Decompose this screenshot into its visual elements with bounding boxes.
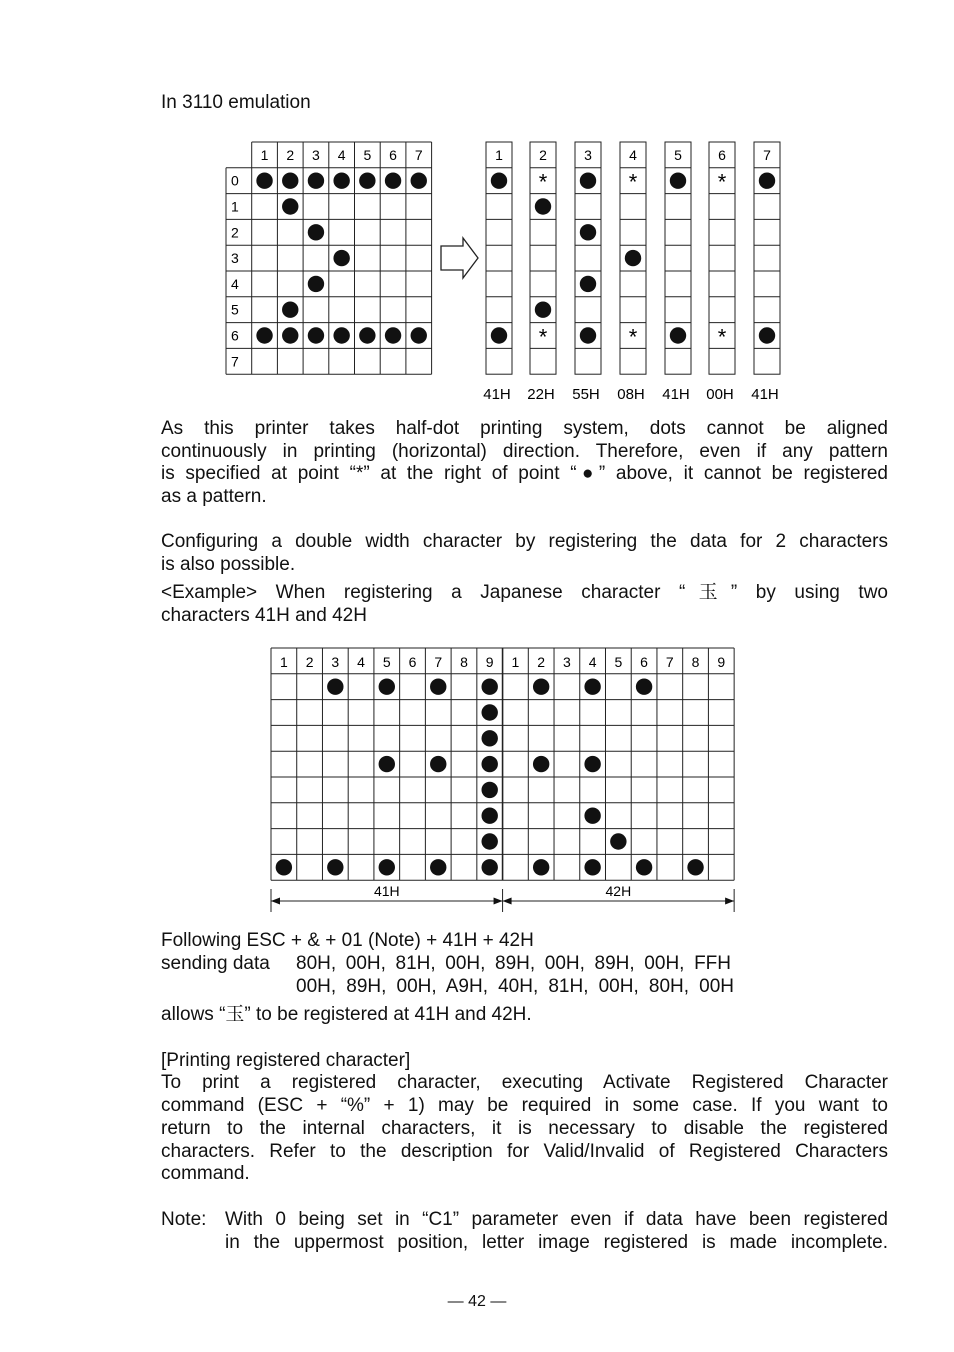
- column-header: 9: [485, 653, 494, 670]
- row-header: 1: [230, 198, 239, 215]
- dot: [533, 756, 549, 772]
- dot: [482, 730, 498, 746]
- arrowhead-icon: [725, 898, 734, 905]
- hex-value: 41H: [662, 386, 690, 403]
- column-header: 5: [363, 146, 372, 163]
- dot: [308, 327, 324, 343]
- column-header: 4: [588, 653, 597, 670]
- column-header: 1: [279, 653, 288, 670]
- dot: [482, 782, 498, 798]
- dot: [759, 327, 775, 343]
- dot: [308, 173, 324, 189]
- dot: [625, 250, 641, 266]
- dot: [482, 679, 498, 695]
- hex-value: 22H: [527, 386, 555, 403]
- dot: [379, 859, 395, 875]
- dot: [670, 173, 686, 189]
- asterisk-mark: *: [717, 324, 727, 350]
- column-header: 8: [691, 653, 700, 670]
- dot-matrix-diagram-3110: [0, 0, 954, 420]
- hex-value: 08H: [617, 386, 645, 403]
- dot: [580, 276, 596, 292]
- strip-header: 2: [539, 146, 547, 163]
- dot: [584, 679, 600, 695]
- dot: [359, 173, 375, 189]
- example-line-end: characters 41H and 42H: [161, 605, 367, 626]
- dot: [491, 327, 507, 343]
- paragraph-line: characters. Refer to the description for Valid/Invalid of Registered Characters: [161, 1141, 888, 1162]
- dot: [282, 173, 298, 189]
- strip-header: 7: [763, 146, 771, 163]
- span-label-right: 42H: [605, 883, 632, 899]
- column-header: 2: [305, 653, 314, 670]
- paragraph-double-width: Configuring a double width character by registering the data for 2 characters: [161, 531, 888, 552]
- strip-header: 6: [718, 146, 726, 163]
- column-header: 7: [434, 653, 443, 670]
- asterisk-mark: *: [628, 169, 638, 195]
- row-header: 2: [230, 224, 239, 241]
- dot: [333, 250, 349, 266]
- column-header: 4: [357, 653, 365, 670]
- column-header: 3: [312, 146, 320, 163]
- note-line: in the uppermost position, letter image registered is made incomplete.: [225, 1232, 888, 1253]
- arrowhead-icon: [494, 898, 503, 905]
- row-header: 7: [230, 353, 239, 370]
- row-header: 4: [230, 275, 239, 292]
- hex-value: 55H: [572, 386, 600, 403]
- strip-header: 3: [584, 146, 592, 163]
- dot: [282, 302, 298, 318]
- paragraph-double-width-end: is also possible.: [161, 554, 296, 575]
- paragraph-line: command.: [161, 1163, 250, 1184]
- note-label: Note:: [161, 1209, 207, 1230]
- row-header: 0: [230, 172, 239, 189]
- dot: [256, 327, 272, 343]
- column-header: 2: [537, 653, 546, 670]
- allows-line: allows “玉” to be registered at 41H and 42H.: [161, 1004, 532, 1025]
- column-header: 7: [414, 146, 423, 163]
- section-heading: In 3110 emulation: [161, 92, 311, 113]
- strip-header: 5: [674, 146, 682, 163]
- dot: [379, 679, 395, 695]
- asterisk-mark: *: [538, 169, 548, 195]
- page-number: — 42 —: [447, 1293, 507, 1310]
- dot: [482, 833, 498, 849]
- dot: [584, 808, 600, 824]
- dot: [580, 327, 596, 343]
- column-header: 6: [408, 653, 417, 670]
- printing-heading: [Printing registered character]: [161, 1050, 411, 1071]
- dot: [385, 327, 401, 343]
- column-header: 3: [331, 653, 340, 670]
- row-header: 6: [230, 327, 239, 344]
- dot: [482, 704, 498, 720]
- hex-value: 41H: [751, 386, 779, 403]
- dot: [584, 756, 600, 772]
- dot: [333, 327, 349, 343]
- dot: [482, 756, 498, 772]
- following-command: Following ESC + & + 01 (Note) + 41H + 42H: [161, 930, 534, 951]
- dot: [327, 859, 343, 875]
- dot: [379, 756, 395, 772]
- dot: [282, 327, 298, 343]
- sending-data-label: sending data: [161, 953, 270, 974]
- column-header: 1: [511, 653, 520, 670]
- dot: [359, 327, 375, 343]
- dot: [535, 302, 551, 318]
- column-header: 5: [382, 653, 391, 670]
- dot: [610, 833, 626, 849]
- dot: [430, 679, 446, 695]
- dot: [256, 173, 272, 189]
- dot: [411, 173, 427, 189]
- column-header: 6: [640, 653, 648, 670]
- paragraph-line: as a pattern.: [161, 486, 267, 507]
- paragraph-line: is specified at point “*” at the right of point “●” above, it cannot be registered: [161, 463, 888, 484]
- column-header: 3: [562, 653, 571, 670]
- dot: [308, 276, 324, 292]
- dot: [670, 327, 686, 343]
- note-line: With 0 being set in “C1” parameter even if data have been registered: [225, 1209, 888, 1230]
- dot: [430, 859, 446, 875]
- asterisk-mark: *: [717, 169, 727, 195]
- dot: [580, 224, 596, 240]
- dot: [491, 173, 507, 189]
- column-header: 7: [665, 653, 674, 670]
- strip-header: 4: [629, 146, 637, 163]
- hex-value: 41H: [483, 386, 511, 403]
- dot: [535, 198, 551, 214]
- dot: [411, 327, 427, 343]
- column-header: 1: [260, 146, 269, 163]
- dot: [282, 198, 298, 214]
- paragraph-line: As this printer takes half-dot printing system, dots cannot be aligned: [161, 418, 888, 439]
- paragraph-line: command (ESC + “%” + 1) may be required in some case. If you want to: [161, 1095, 888, 1116]
- column-header: 2: [286, 146, 295, 163]
- right-arrow-icon: [441, 238, 478, 278]
- column-header: 9: [717, 653, 726, 670]
- hex-value: 00H: [706, 386, 734, 403]
- column-header: 8: [460, 653, 468, 670]
- dot: [482, 859, 498, 875]
- asterisk-mark: *: [628, 324, 638, 350]
- dot: [687, 859, 703, 875]
- dot: [533, 679, 549, 695]
- sending-data-row: 00H, 89H, 00H, A9H, 40H, 81H, 00H, 80H, 00H: [296, 976, 734, 997]
- column-header: 4: [337, 146, 346, 163]
- arrowhead-icon: [271, 898, 280, 905]
- dot: [430, 756, 446, 772]
- dot: [636, 679, 652, 695]
- dot: [533, 859, 549, 875]
- strip-header: 1: [495, 146, 503, 163]
- paragraph-line: To print a registered character, executing Activate Registered Character: [161, 1072, 888, 1093]
- dot: [580, 173, 596, 189]
- dot: [333, 173, 349, 189]
- arrowhead-icon: [503, 898, 512, 905]
- double-width-dot-diagram: [0, 640, 954, 920]
- dot: [584, 859, 600, 875]
- example-line: <Example> When registering a Japanese character “玉” by using two: [161, 582, 888, 603]
- asterisk-mark: *: [538, 324, 548, 350]
- sending-data-row: 80H, 00H, 81H, 00H, 89H, 00H, 89H, 00H, FFH: [296, 953, 731, 974]
- paragraph-line: return to the internal characters, it is necessary to disable the registered: [161, 1118, 888, 1139]
- row-header: 3: [230, 250, 239, 267]
- dot: [636, 859, 652, 875]
- column-header: 5: [614, 653, 623, 670]
- row-header: 5: [230, 301, 239, 318]
- column-header: 6: [389, 146, 397, 163]
- dot: [759, 173, 775, 189]
- dot: [308, 224, 324, 240]
- dot: [276, 859, 292, 875]
- dot: [327, 679, 343, 695]
- dot: [482, 808, 498, 824]
- paragraph-line: continuously in printing (horizontal) direction. Therefore, even if any pattern: [161, 441, 888, 462]
- dot: [385, 173, 401, 189]
- span-label-left: 41H: [373, 883, 400, 899]
